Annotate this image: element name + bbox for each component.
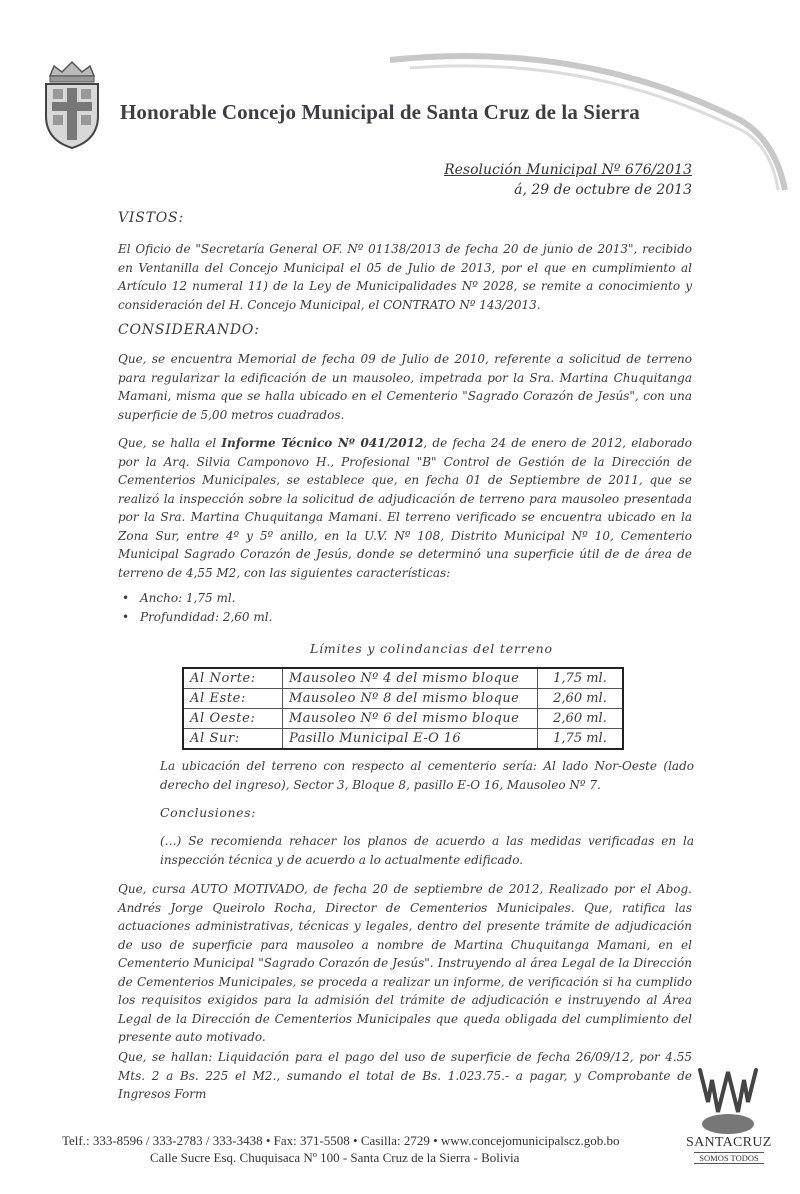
logo-wordmark: SANTACRUZ xyxy=(686,1135,772,1150)
conclusiones-paragraph: (…) Se recomienda rehacer los planos de acuerdo a las medidas verificadas en la inspección técnica y de acuerdo a lo actualmente edificado. xyxy=(160,834,694,867)
vistos-heading: VISTOS: xyxy=(118,210,184,226)
logo-tagline: SOMOS TODOS xyxy=(694,1152,764,1164)
conclusiones-heading: Conclusiones: xyxy=(160,805,257,820)
table-row xyxy=(183,729,623,750)
informe-tecnico-ref: Informe Técnico Nº 041/2012 xyxy=(221,436,424,450)
table-row xyxy=(183,668,623,689)
bullet-ancho: • Ancho: 1,75 ml. xyxy=(140,591,236,605)
table-cell-desc: Mausoleo Nº 8 del mismo bloque xyxy=(283,689,538,709)
coat-of-arms-icon xyxy=(40,58,104,150)
vistos-paragraph: El Oficio de "Secretaría General OF. Nº 01138/2013 de fecha 20 de junio de 2013", recibido en Ventanilla del Concejo Municipal el 05 de Julio de 2013, por el que en cumplimiento al Artículo 12 numeral 11) de la Ley de Municipalidades Nº 2028, se remite a conocimiento y consideración del H. Concejo Municipal, el CONTRATO Nº 143/2013. xyxy=(118,242,692,312)
table-cell-desc: Pasillo Municipal E-O 16 xyxy=(283,729,538,750)
table-row xyxy=(183,689,623,709)
footer-address: Calle Sucre Esq. Chuquisaca Nº 100 - Santa Cruz de la Sierra - Bolivia xyxy=(150,1150,520,1165)
table-cell-length: 2,60 ml. xyxy=(538,709,624,729)
table-cell-length: 1,75 ml. xyxy=(538,668,624,689)
table-cell-length: 1,75 ml. xyxy=(538,729,624,750)
considerando-paragraph-3: Que, cursa AUTO MOTIVADO, de fecha 20 de septiembre de 2012, Realizado por el Abog. Andrés Jorge Queirolo Rocha, Director de Cementerios Municipales. Que, ratifica las actuaciones administrativas, técnicas y legales, dentro del presente trámite de adjudicación de uso de superficie para mausoleo a nombre de Martina Chuquitanga Mamani, en el Cementerio Municipal "Sagrado Corazón de Jesús". Instruyendo al área Legal de la Dirección de Cementerios Municipales, se proceda a realizar un informe, de verificación si ha cumplido los requisitos exigidos para la admisión del trámite de adjudicación e instruyendo al Área Legal de la Dirección de Cementerios Municipales que queda obligada del cumplimiento del presente auto motivado. xyxy=(118,882,692,1044)
bullet-profundidad: • Profundidad: 2,60 ml. xyxy=(140,610,272,624)
ubicacion-paragraph: La ubicación del terreno con respecto al cementerio sería: Al lado Nor-Oeste (lado derecho del ingreso), Sector 3, Bloque 8, pasillo E-O 16, Mausoleo Nº 7. xyxy=(160,759,694,792)
table-cell-side: Al Norte: xyxy=(183,668,283,689)
considerando-paragraph-4: Que, se hallan: Liquidación para el pago del uso de superficie de fecha 26/09/12, por 4.55 Mts. 2 a Bs. 225 el M2., sumando el total de Bs. 1.023.75.- a pagar, y Comprobante de Ingresos Form xyxy=(118,1050,692,1101)
considerando-paragraph-2 xyxy=(118,434,692,582)
org-title: Honorable Concejo Municipal de Santa Cruz de la Sierra xyxy=(120,100,640,124)
table-cell-length: 2,60 ml. xyxy=(538,689,624,709)
p2-text-end: , de fecha 24 de enero de 2012, elaborado por la Arq. Silvia Camponovo H., Profesional "B" Control de Gestión de la Dirección de Cementerios Municipales, se establece que, en fecha 01 de Septiembre de 2011, que se realizó la inspección sobre la solicitud de adjudicación de terreno para mausoleo presentada por la Sra. Martina Chuquitanga Mamani. El terreno verificado se encuentra ubicado en la Zona Sur, entre 4º y 5º anillo, en la U.V. Nº 108, Distrito Municipal Nº 10, Cementerio Municipal Sagrado Corazón de Jesús, donde se determinó una superficie útil de de área de terreno de 4,55 M2, con las siguientes características: xyxy=(118,436,693,580)
table-cell-desc: Mausoleo Nº 6 del mismo bloque xyxy=(283,709,538,729)
table-cell-side: Al Sur: xyxy=(183,729,283,750)
table-cell-side: Al Oeste: xyxy=(183,709,283,729)
limits-table xyxy=(182,667,624,750)
table-row xyxy=(183,709,623,729)
resolution-date: á, 29 de octubre de 2013 xyxy=(514,182,692,198)
table-cell-desc: Mausoleo Nº 4 del mismo bloque xyxy=(283,668,538,689)
p2-text-start: Que, se halla el xyxy=(118,436,222,450)
table-cell-side: Al Este: xyxy=(183,689,283,709)
considerando-paragraph-1: Que, se encuentra Memorial de fecha 09 de Julio de 2010, referente a solicitud de terreno para regularizar la edificación de un mausoleo, impetrada por la Sra. Martina Chuquitanga Mamani, misma que se halla ubicado en el Cementerio "Sagrado Corazón de Jesús", con una superficie de 5,00 metros cuadrados. xyxy=(118,352,692,422)
resolution-number: Resolución Municipal Nº 676/2013 xyxy=(444,162,692,178)
footer-contact: Telf.: 333-8596 / 333-2783 / 333-3438 • Fax: 371-5508 • Casilla: 2729 • www.concejomunicipalscz.gob.bo xyxy=(62,1133,620,1148)
table-caption: Límites y colindancias del terreno xyxy=(310,641,553,656)
considerando-heading: CONSIDERANDO: xyxy=(118,322,260,338)
